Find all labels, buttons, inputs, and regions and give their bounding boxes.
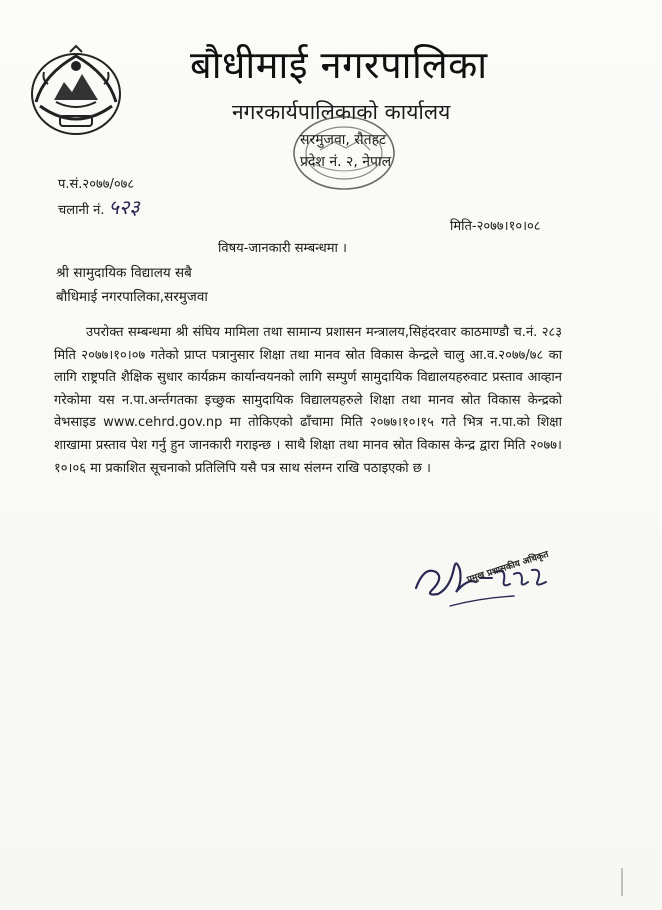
dispatch-label: चलानी नं. (58, 203, 105, 218)
letter-body: उपरोक्त सम्बन्धमा श्री संघिय मामिला तथा सामान्य प्रशासन मन्त्रालय,सिहंदरवार काठमाण्डौ च.नं. २८३ मिति २०७७।१०।०७ गतेको प्राप्त पत्रानुसार शिक्षा तथा मानव स्रोत विकास केन्द्रले चालु आ.व.२०७७/७८ का लागि राष्ट्रपति शैक्षिक सुधार कार्यक्रम कार्यान्वयनको लागि सम्पुर्ण सामुदायिक विद्यालयहरुवाट प्रस्ताव आव्हान गरेकोमा यस न.पा.अर्न्तगतका इच्छुक सामुदायिक विद्यालयहरुले शिक्षा तथा मानव स्रोत विकास केन्द्रको वेभसाइड www.cehrd.gov.np मा तोकिएको ढाँचामा मिति २०७७।१०।१५ गते भित्र न.पा.को शिक्षा शाखामा प्रस्ताव पेश गर्नु हुन जानकारी गराइन्छ । साथै शिक्षा तथा मानव स्रोत विकास केन्द्र द्वारा मिति २०७७।१०।०६ मा प्रकाशित सूचनाको प्रतिलिपि यसै पत्र साथ संलग्न राखि पठाइएको छ । (54, 325, 562, 476)
address-line-2: प्रदेश नं. २, नेपाल (300, 154, 392, 170)
letter-date: मिति-२०७७।१०।०८ (450, 219, 541, 234)
addressee-line-1: श्री सामुदायिक विद्यालय सबै (56, 265, 192, 281)
government-emblem-icon (26, 44, 126, 140)
dispatch-line (58, 195, 140, 220)
subject-line: विषय-जानकारी सम्बन्धमा । (218, 241, 347, 256)
addressee-line-2: बौधिमाई नगरपालिका,सरमुजवा (56, 289, 208, 305)
signature-caption-text: प्रमुख प्रशासकीय अधिकृत (466, 549, 550, 586)
page-edge-mark (620, 868, 624, 896)
office-name: नगरकार्यपालिकाको कार्यालय (232, 100, 451, 124)
address-line-1: सरमुजवा, रौतहट (300, 132, 387, 148)
dispatch-number: ५२३ (108, 195, 140, 219)
organization-name: बौधीमाई नगरपालिका (190, 43, 488, 87)
signature-icon (410, 548, 580, 634)
reference-number: प.सं.२०७७/०७८ (58, 177, 135, 192)
